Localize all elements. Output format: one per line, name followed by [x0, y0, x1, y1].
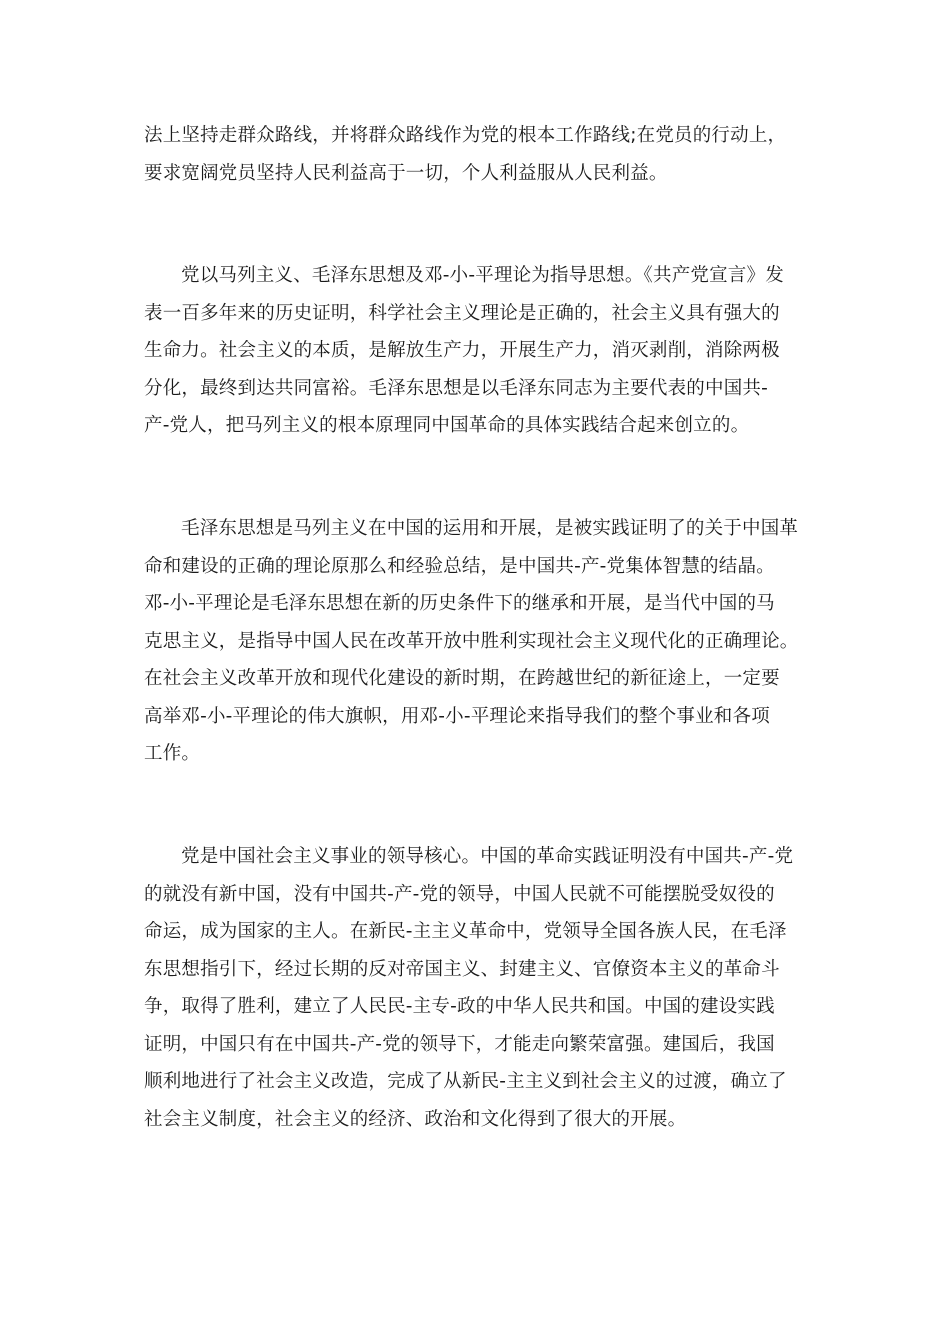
text-line: 分化，最终到达共同富裕。毛泽东思想是以毛泽东同志为主要代表的中国共- [144, 377, 768, 399]
text-line: 工作。 [144, 743, 201, 764]
text-line: 的就没有新中国，没有中国共-产-党的领导，中国人民就不可能摆脱受奴役的 [144, 883, 775, 905]
text-line: 克思主义，是指导中国人民在改革开放中胜利实现社会主义现代化的正确理论。 [144, 630, 799, 652]
text-line: 要求宽阔党员坚持人民利益高于一切，个人利益服从人民利益。 [144, 162, 668, 184]
paragraph-3 [144, 510, 814, 773]
text-line: 法上坚持走群众路线，并将群众路线作为党的根本工作路线;在党员的行动上， [144, 125, 787, 146]
paragraph-2 [144, 257, 814, 445]
text-line: 证明，中国只有在中国共-产-党的领导下，才能走向繁荣富强。建国后，我国 [144, 1033, 775, 1055]
text-line: 顺利地进行了社会主义改造，完成了从新民-主主义到社会主义的过渡，确立了 [144, 1071, 787, 1092]
text-line: 社会主义制度，社会主义的经济、政治和文化得到了很大的开展。 [144, 1108, 687, 1130]
text-line: 党以马列主义、毛泽东思想及邓-小-平理论为指导思想。《共产党宣言》发 [181, 265, 784, 286]
text-line: 在社会主义改革开放和现代化建设的新时期，在跨越世纪的新征途上，一定要 [144, 668, 780, 689]
text-line: 邓-小-平理论是毛泽东思想在新的历史条件下的继承和开展，是当代中国的马 [144, 593, 775, 614]
text-line: 高举邓-小-平理论的伟大旗帜，用邓-小-平理论来指导我们的整个事业和各项 [144, 705, 770, 727]
text-line: 争，取得了胜利，建立了人民民-主专-政的中华人民共和国。中国的建设实践 [144, 996, 775, 1017]
text-line: 命和建设的正确的理论原那么和经验总结，是中国共-产-党集体智慧的结晶。 [144, 555, 775, 577]
paragraph-4 [144, 838, 814, 1138]
text-line: 毛泽东思想是马列主义在中国的运用和开展，是被实践证明了的关于中国革 [181, 518, 799, 539]
text-line: 命运，成为国家的主人。在新民-主主义革命中，党领导全国各族人民，在毛泽 [144, 921, 787, 942]
paragraph-1 [144, 117, 814, 192]
text-line: 党是中国社会主义事业的领导核心。中国的革命实践证明没有中国共-产-党 [181, 846, 794, 867]
text-line: 产-党人，把马列主义的根本原理同中国革命的具体实践结合起来创立的。 [144, 415, 750, 436]
text-line: 东思想指引下，经过长期的反对帝国主义、封建主义、官僚资本主义的革命斗 [144, 958, 780, 980]
text-line: 生命力。社会主义的本质，是解放生产力，开展生产力，消灭剥削，消除两极 [144, 340, 780, 361]
text-line: 表一百多年来的历史证明，科学社会主义理论是正确的，社会主义具有强大的 [144, 302, 780, 324]
